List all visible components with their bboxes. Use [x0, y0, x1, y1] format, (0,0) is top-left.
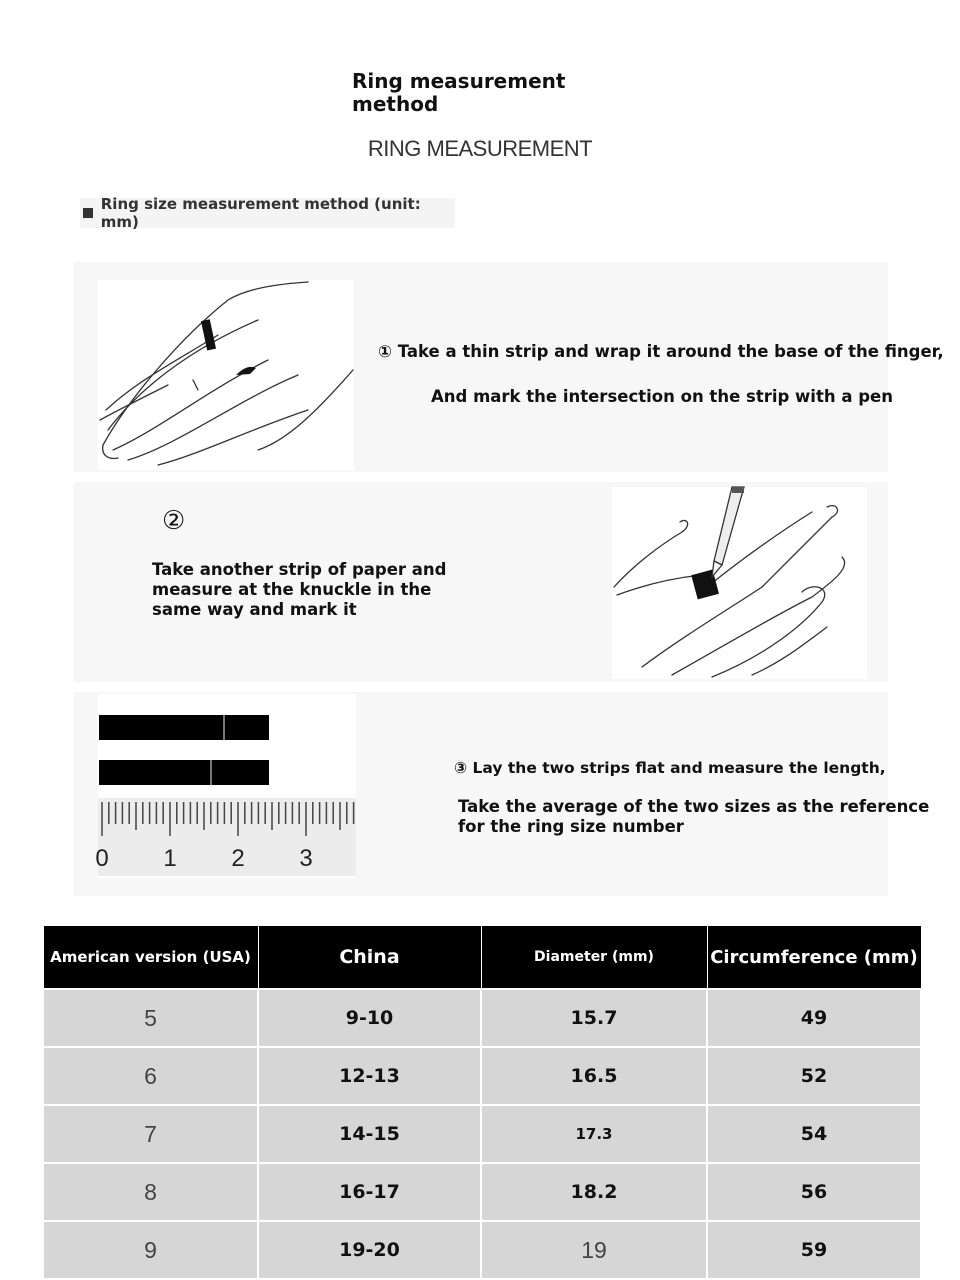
- ruler-label-0: 0: [95, 845, 109, 872]
- cell-circumference: 49: [707, 989, 921, 1047]
- step-1-line-2: And mark the intersection on the strip with a pen: [431, 387, 893, 406]
- cell-china: 14-15: [258, 1105, 481, 1163]
- table-row: [43, 1105, 921, 1163]
- section-header: [80, 195, 455, 231]
- cell-usa: 5: [43, 989, 258, 1047]
- column-header-diameter: Diameter (mm): [481, 926, 707, 990]
- cell-china: 9-10: [258, 989, 481, 1047]
- cell-usa: 6: [43, 1047, 258, 1105]
- ruler-label-1: 1: [163, 845, 177, 872]
- step-2-text: Take another strip of paper and measure at the knuckle in the same way and mark it: [152, 560, 447, 619]
- cell-circumference: 59: [707, 1221, 921, 1279]
- cell-circumference: 56: [707, 1163, 921, 1221]
- ruler-label-3: 3: [299, 845, 313, 872]
- column-header-circumference: Circumference (mm): [707, 926, 921, 990]
- cell-china: 12-13: [258, 1047, 481, 1105]
- cell-circumference: 54: [707, 1105, 921, 1163]
- hand-knuckle-pen-illustration: [612, 487, 867, 679]
- cell-diameter: 15.7: [481, 989, 707, 1047]
- step-3-line-1: ③ Lay the two strips flat and measure the length,: [454, 759, 886, 777]
- table-row: [43, 1163, 921, 1221]
- ring-size-table: [42, 925, 922, 1280]
- column-header-china: China: [258, 926, 481, 990]
- table-row: [43, 1221, 921, 1279]
- table-header-row: [43, 926, 921, 990]
- square-bullet-icon: [83, 208, 93, 218]
- table-row: [43, 1047, 921, 1105]
- table-row: [43, 989, 921, 1047]
- cell-china: 19-20: [258, 1221, 481, 1279]
- page-title: Ring measurement method: [352, 69, 566, 116]
- cell-circumference: 52: [707, 1047, 921, 1105]
- step-2-panel: [74, 482, 888, 682]
- step-3-line-2: Take the average of the two sizes as the reference for the ring size number: [458, 797, 930, 836]
- step-1-panel: [74, 262, 944, 472]
- step-1-line-1: ① Take a thin strip and wrap it around the base of the finger,: [378, 342, 944, 361]
- cell-diameter: 17.3: [481, 1105, 707, 1163]
- cell-diameter: 16.5: [481, 1047, 707, 1105]
- cell-diameter: 18.2: [481, 1163, 707, 1221]
- cell-china: 16-17: [258, 1163, 481, 1221]
- page-subtitle: RING MEASUREMENT: [367, 136, 593, 161]
- column-header-usa: American version (USA): [43, 926, 258, 990]
- ruler-label-2: 2: [231, 845, 245, 872]
- step-3-panel: [74, 692, 930, 896]
- cell-diameter: 19: [481, 1221, 707, 1279]
- cell-usa: 8: [43, 1163, 258, 1221]
- ruler-strips-illustration: [95, 694, 356, 878]
- cell-usa: 7: [43, 1105, 258, 1163]
- section-label: Ring size measurement method (unit: mm): [100, 195, 421, 231]
- hand-wrap-strip-illustration: [98, 280, 354, 470]
- step-2-marker: ②: [162, 506, 186, 536]
- cell-usa: 9: [43, 1221, 258, 1279]
